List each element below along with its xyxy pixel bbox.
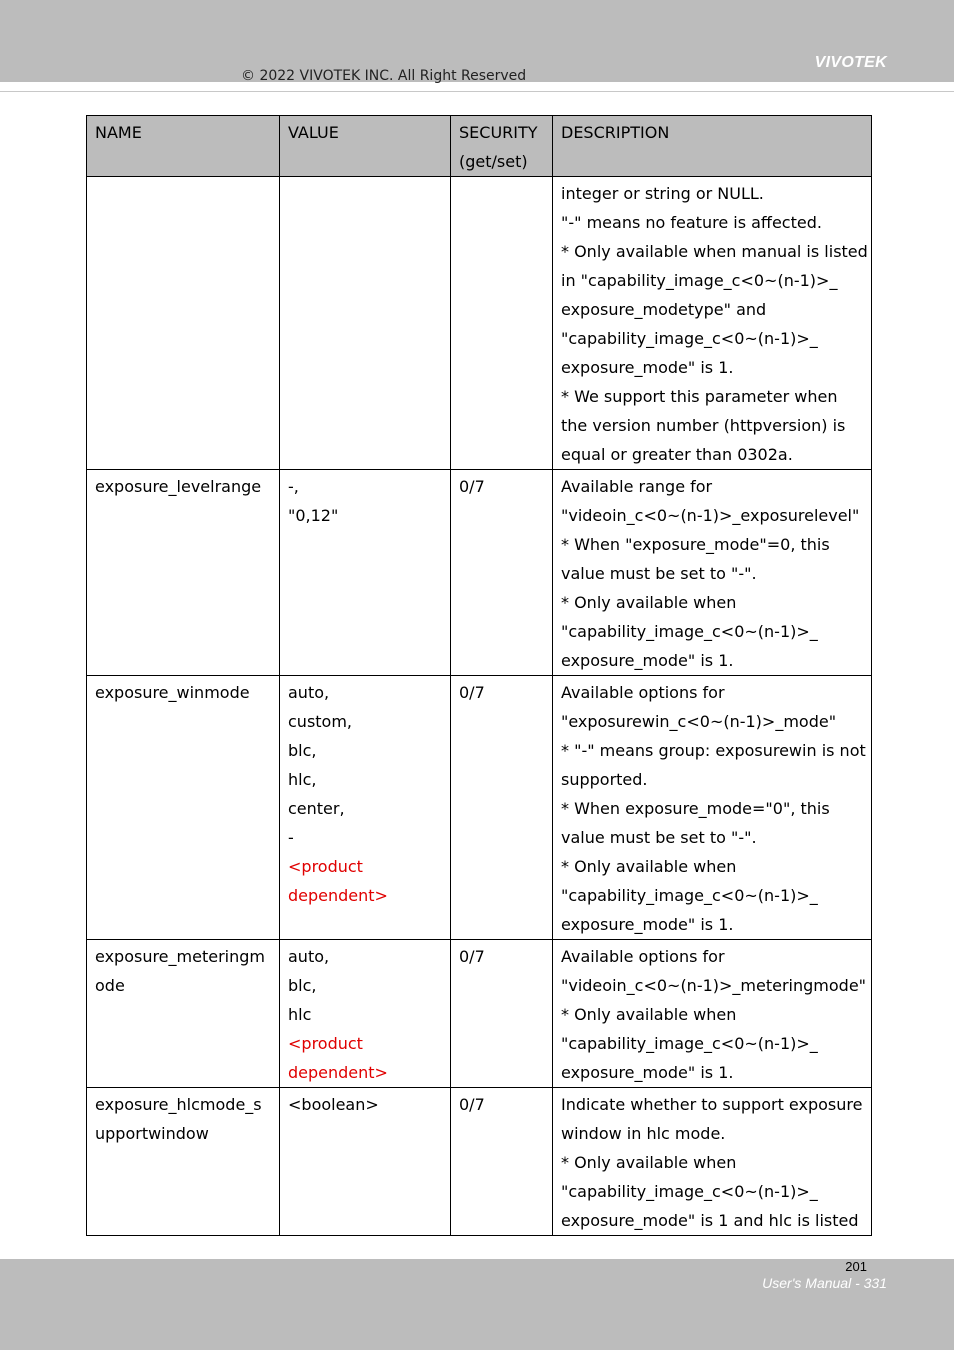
param-description-cell: [553, 676, 872, 940]
param-name-line: exposure_levelrange: [95, 477, 262, 496]
param-value-line: <boolean>: [288, 1095, 379, 1114]
param-name-line: exposure_meteringm: [95, 947, 265, 966]
product-dependent-note: <product: [288, 857, 363, 876]
description-line: * "-" means group: exposurewin is not: [561, 741, 866, 760]
column-header-security: [451, 116, 553, 177]
param-value-cell: [280, 470, 451, 676]
description-line: Available options for: [561, 683, 725, 702]
security-header-line: SECURITY: [459, 123, 538, 142]
param-name-line: exposure_winmode: [95, 683, 250, 702]
table-row: [87, 177, 872, 470]
table-row: [87, 940, 872, 1088]
description-line: "videoin_c<0~(n-1)>_exposurelevel": [561, 506, 860, 525]
description-line: supported.: [561, 770, 648, 789]
product-dependent-note: dependent>: [288, 1063, 388, 1082]
param-security-cell: 0/7: [451, 940, 553, 1088]
description-line: exposure_modetype" and: [561, 300, 767, 319]
column-header-description: DESCRIPTION: [553, 116, 872, 177]
description-line: "capability_image_c<0~(n-1)>_: [561, 622, 818, 641]
param-value-cell: [280, 940, 451, 1088]
description-line: "exposurewin_c<0~(n-1)>_mode": [561, 712, 837, 731]
column-header-value: VALUE: [280, 116, 451, 177]
copyright-text: © 2022 VIVOTEK INC. All Right Reserved: [241, 68, 527, 84]
param-value-line: hlc: [288, 1005, 312, 1024]
param-name-line: exposure_hlcmode_s: [95, 1095, 262, 1114]
param-value-line: hlc,: [288, 770, 317, 789]
description-line: Available range for: [561, 477, 713, 496]
param-value-line: blc,: [288, 976, 317, 995]
description-line: "videoin_c<0~(n-1)>_meteringmode": [561, 976, 867, 995]
parameter-table: [86, 115, 872, 1236]
param-name-cell: [87, 177, 280, 470]
param-name-line: ode: [95, 976, 125, 995]
description-line: * Only available when: [561, 857, 737, 876]
description-line: * Only available when: [561, 1153, 737, 1172]
description-line: * When "exposure_mode"=0, this: [561, 535, 830, 554]
description-line: * When exposure_mode="0", this: [561, 799, 830, 818]
description-line: "-" means no feature is affected.: [561, 213, 822, 232]
description-line: "capability_image_c<0~(n-1)>_: [561, 1034, 818, 1053]
description-line: exposure_mode" is 1.: [561, 358, 734, 377]
description-line: * Only available when: [561, 1005, 737, 1024]
description-line: * Only available when manual is listed: [561, 242, 868, 261]
description-line: the version number (httpversion) is: [561, 416, 846, 435]
param-name-cell: [87, 940, 280, 1088]
description-line: * Only available when: [561, 593, 737, 612]
param-value-line: auto,: [288, 683, 330, 702]
table-body: [87, 177, 872, 1236]
product-dependent-note: dependent>: [288, 886, 388, 905]
param-value-cell: [280, 676, 451, 940]
param-value-cell: [280, 1088, 451, 1236]
manual-page-label: User's Manual - 331: [762, 1275, 887, 1291]
description-line: exposure_mode" is 1.: [561, 1063, 734, 1082]
param-name-line: upportwindow: [95, 1124, 209, 1143]
param-value-line: -: [288, 828, 294, 847]
header-divider: [0, 91, 954, 92]
description-line: value must be set to "-".: [561, 564, 757, 583]
description-line: Indicate whether to support exposure: [561, 1095, 863, 1114]
param-name-cell: [87, 1088, 280, 1236]
description-line: window in hlc mode.: [561, 1124, 726, 1143]
param-security-cell: 0/7: [451, 676, 553, 940]
footer-band: [0, 1259, 954, 1350]
description-line: "capability_image_c<0~(n-1)>_: [561, 1182, 818, 1201]
description-line: exposure_mode" is 1.: [561, 651, 734, 670]
page-number: 201: [845, 1259, 867, 1274]
param-description-cell: [553, 470, 872, 676]
description-line: value must be set to "-".: [561, 828, 757, 847]
security-header-line: (get/set): [459, 152, 528, 171]
description-line: "capability_image_c<0~(n-1)>_: [561, 329, 818, 348]
param-name-cell: [87, 676, 280, 940]
param-value-line: center,: [288, 799, 345, 818]
table-header-row: [87, 116, 872, 177]
param-value-line: blc,: [288, 741, 317, 760]
param-value-line: auto,: [288, 947, 330, 966]
description-line: equal or greater than 0302a.: [561, 445, 793, 464]
param-security-cell: 0/7: [451, 1088, 553, 1236]
param-value-cell: [280, 177, 451, 470]
param-description-cell: [553, 177, 872, 470]
column-header-name: NAME: [87, 116, 280, 177]
param-name-cell: [87, 470, 280, 676]
table-row: [87, 1088, 872, 1236]
param-description-cell: [553, 940, 872, 1088]
table-row: [87, 676, 872, 940]
param-description-cell: [553, 1088, 872, 1236]
description-line: * We support this parameter when: [561, 387, 838, 406]
description-line: exposure_mode" is 1.: [561, 915, 734, 934]
param-security-cell: [451, 177, 553, 470]
description-line: in "capability_image_c<0~(n-1)>_: [561, 271, 838, 290]
description-line: exposure_mode" is 1 and hlc is listed: [561, 1211, 859, 1230]
param-value-line: -,: [288, 477, 299, 496]
product-dependent-note: <product: [288, 1034, 363, 1053]
description-line: "capability_image_c<0~(n-1)>_: [561, 886, 818, 905]
brand-logo: VIVOTEK: [814, 54, 887, 71]
description-line: integer or string or NULL.: [561, 184, 764, 203]
description-line: Available options for: [561, 947, 725, 966]
param-value-line: "0,12": [288, 506, 339, 525]
table-row: [87, 470, 872, 676]
param-security-cell: 0/7: [451, 470, 553, 676]
param-value-line: custom,: [288, 712, 353, 731]
